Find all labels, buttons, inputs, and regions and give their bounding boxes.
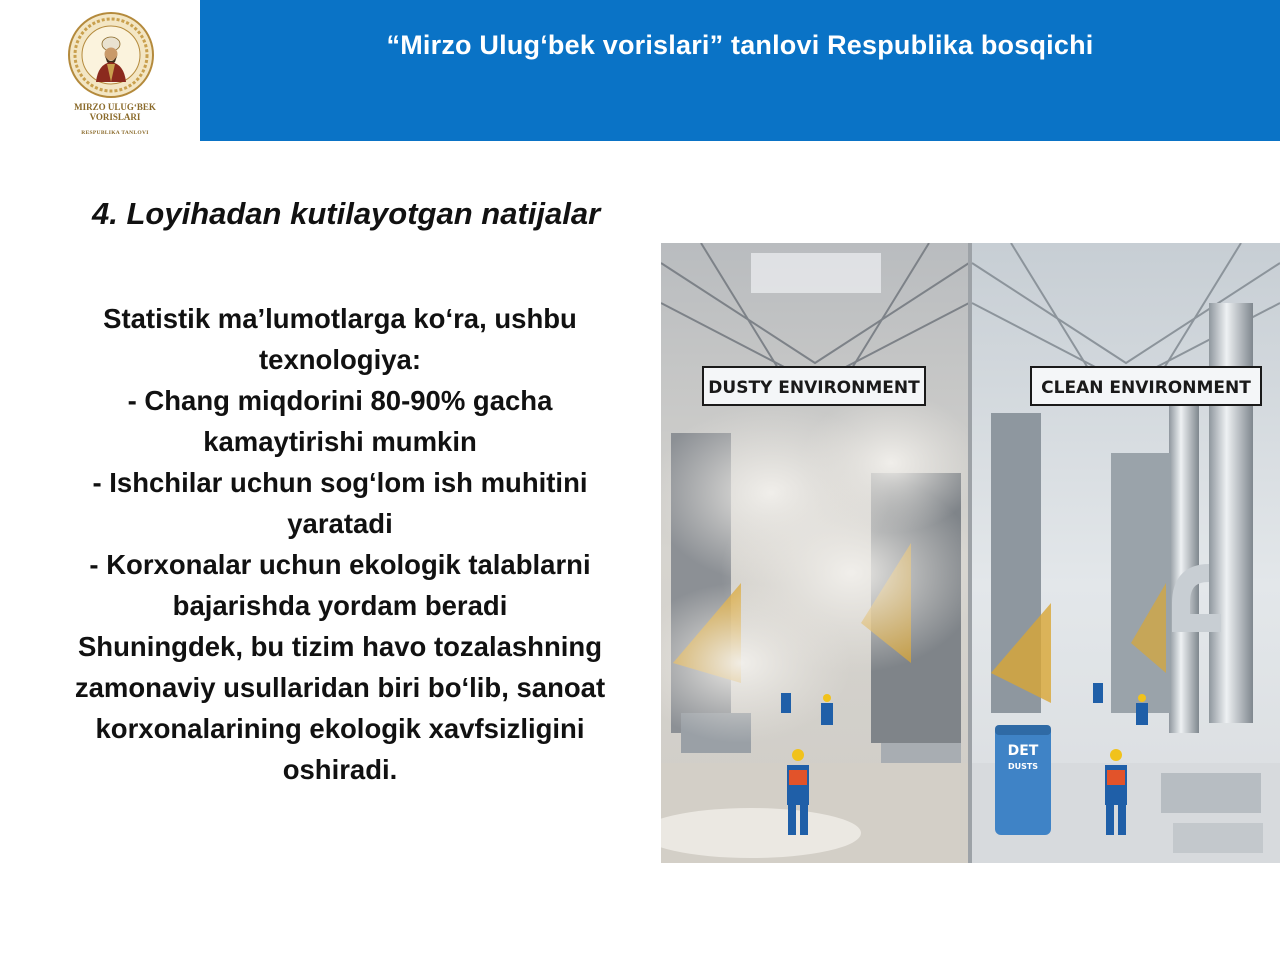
logo bbox=[30, 0, 200, 141]
body-line: - Korxonalar uchun ekologik talablarni bbox=[89, 549, 591, 580]
tank-label-small: DUSTS bbox=[1007, 762, 1039, 771]
body-line: kamaytirishi mumkin bbox=[203, 426, 477, 457]
body-line: korxonalarining ekologik xavfsizligini bbox=[95, 713, 585, 744]
header-title: “Mirzo Ulug‘bek vorislari” tanlovi Respublika bosqichi bbox=[386, 30, 1094, 60]
body-line: - Chang miqdorini 80-90% gacha bbox=[127, 385, 553, 416]
factory-comparison-illustration bbox=[661, 243, 1280, 863]
clean-environment-sign bbox=[1031, 367, 1261, 405]
body-line: Shuningdek, bu tizim havo tozalashning bbox=[77, 631, 603, 662]
header-bar bbox=[200, 0, 1280, 141]
clean-sign-label: CLEAN ENVIRONMENT bbox=[1041, 378, 1251, 398]
body-line: texnologiya: bbox=[259, 344, 421, 375]
body-line: - Ishchilar uchun sog‘lom ish muhitini bbox=[92, 467, 588, 498]
section-heading: 4. Loyihadan kutilayotgan natijalar bbox=[92, 196, 601, 231]
logo-name: MIRZO ULUG‘BEK VORISLARI bbox=[74, 102, 156, 122]
body-line: bajarishda yordam beradi bbox=[172, 590, 508, 621]
dusty-sign-label: DUSTY ENVIRONMENT bbox=[708, 378, 920, 398]
body-line: Statistik ma’lumotlarga ko‘ra, ushbu bbox=[103, 303, 577, 334]
tank-label: DET bbox=[1007, 743, 1039, 759]
body-line: oshiradi. bbox=[282, 754, 398, 785]
logo-medallion-icon bbox=[68, 12, 154, 98]
body-line: zamonaviy usullaridan biri bo‘lib, sanoat bbox=[74, 672, 606, 703]
dusty-environment-sign bbox=[703, 367, 925, 405]
body-line: yaratadi bbox=[287, 508, 393, 539]
body-text bbox=[20, 298, 660, 790]
logo-subtitle: RESPUBLIKA TANLOVI bbox=[81, 130, 149, 136]
